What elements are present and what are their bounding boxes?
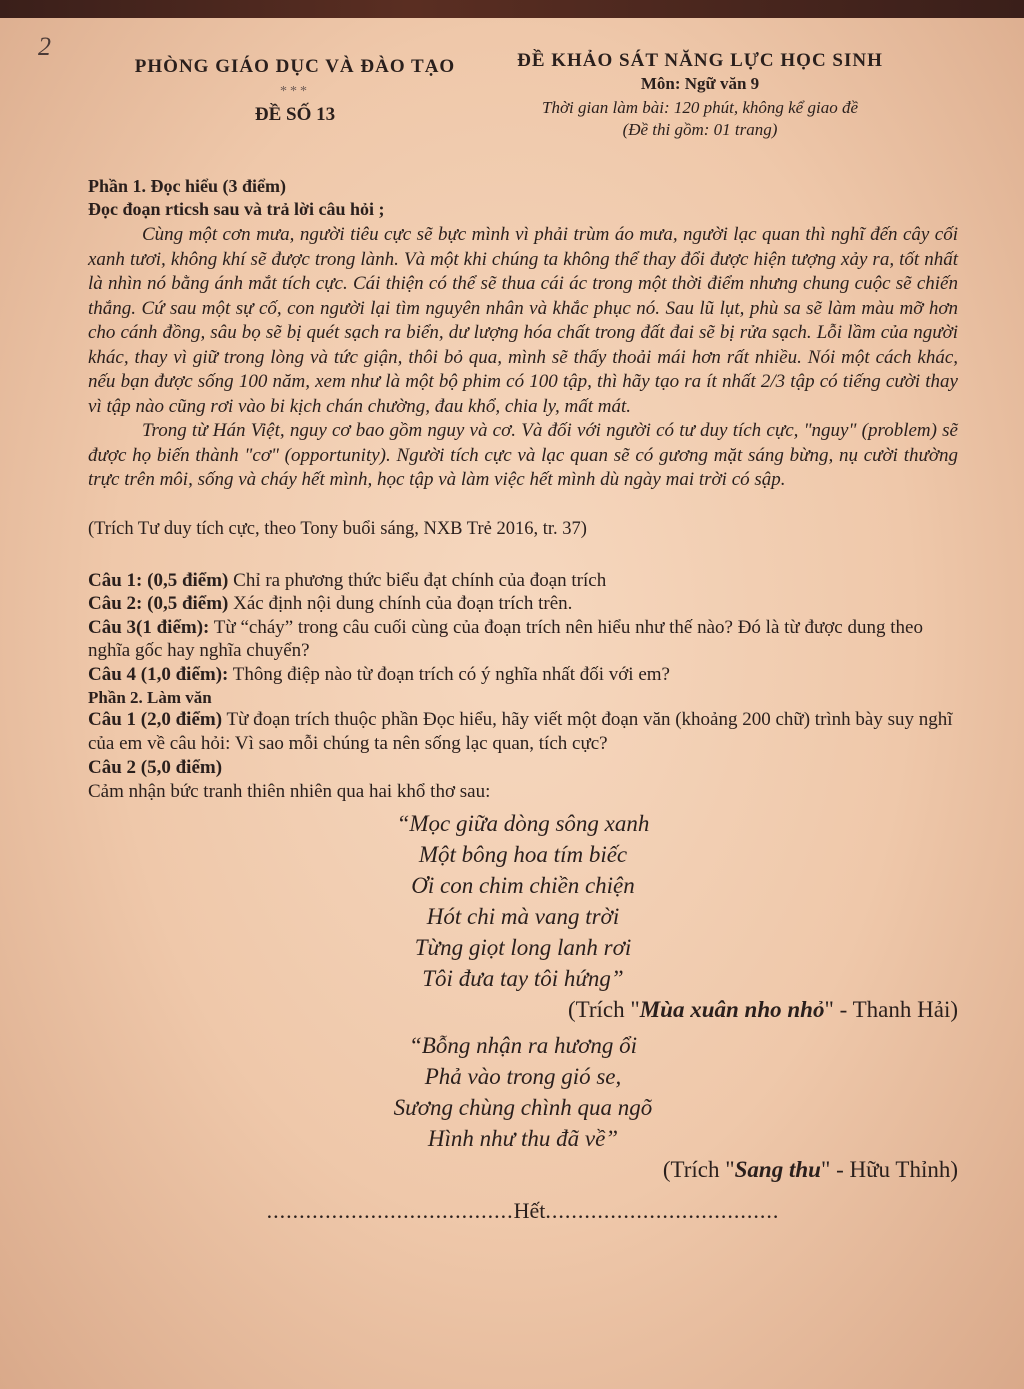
poem-line: Phả vào trong gió se,	[424, 1064, 622, 1089]
question-text: Xác định nội dung chính của đoạn trích trên.	[228, 593, 573, 614]
question-item	[88, 592, 958, 616]
photo-top-edge	[0, 0, 1024, 18]
poem-line: Một bông hoa tím biếc	[418, 842, 628, 867]
part1-title: Phần 1. Đọc hiểu (3 điểm)	[88, 176, 286, 196]
question-item	[88, 616, 958, 663]
passage-paragraph: Trong từ Hán Việt, nguy cơ bao gồm nguy và cơ. Và đối với người có tư duy tích cực, "nguy" (problem) sẽ được họ biến thành "cơ" (opportunity). Người tích cực và lạc quan sẽ có gương mặt sáng bừng, nụ cười thường trực trên môi, sống và cháy hết mình, học tập và làm việc hết mình dù ngày mai trời có sập.	[88, 420, 958, 490]
poem-line: Hót chi mà vang trời	[426, 904, 620, 929]
question-label: Câu 3(1 điểm):	[88, 616, 210, 638]
reading-passage	[88, 223, 958, 493]
poem-line: Sương chùng chình qua ngõ	[393, 1095, 653, 1120]
attr-prefix: (Trích "	[662, 1157, 735, 1182]
poem-line: Từng giọt long lanh rơi	[414, 935, 632, 960]
poem-line: Ơi con chim chiền chiện	[411, 873, 635, 898]
poem-line: Hình như thu đã về”	[427, 1126, 619, 1151]
poem-line: “Mọc giữa dòng sông xanh	[396, 811, 650, 836]
end-marker	[88, 1198, 958, 1224]
exam-subject: Môn: Ngữ văn 9	[640, 74, 760, 93]
question-label: Câu 2: (0,5 điểm)	[88, 593, 229, 614]
poem-2-attribution	[88, 1154, 958, 1186]
passage-paragraph: Cùng một cơn mưa, người tiêu cực sẽ bực mình vì phải trùm áo mưa, người lạc quan thì nghĩ đến cây cối xanh tươi, không khí sẽ được trong lành. Và một khi chúng ta không thể thay đổi được hiện tượng xảy ra, tốt nhất là nhìn nó bằng ánh mắt tích cực. Cái thiện có thể sẽ thua cái ác trong một thời điểm nhưng chung cuộc sẽ chiến thắng. Cứ sau một sự cố, con người lại tìm nguyên nhân và khắc phục nó. Sau lũ lụt, phù sa sẽ làm màu mỡ hơn cho cánh đồng, sâu bọ sẽ bị quét sạch ra biển, dư lượng hóa chất trong đất đai sẽ bị rửa sạch. Lỗi lầm của người khác, thay vì giữ trong lòng và tức giận, thôi bỏ qua, mình sẽ thấy thoải mái hơn rất nhiều. Nói một cách khác, nếu bạn được sống 100 năm, xem như là một bộ phim có 100 tập, thì hãy tạo ra ít nhất 2/3 tập có tiếng cười thay vì tập nào cũng rơi vào bi kịch chán chường, đau khổ, chia ly, mất mát.	[88, 224, 958, 417]
header-right	[490, 50, 910, 140]
poem-title: Mùa xuân nho nhỏ	[639, 997, 825, 1022]
question-label: Câu 1 (2,0 điểm)	[88, 709, 223, 730]
poem-line: Tôi đưa tay tôi hứng”	[422, 966, 624, 991]
attr-suffix: " - Hữu Thỉnh)	[820, 1157, 958, 1182]
poem-1	[88, 808, 958, 994]
poem-1-attribution	[88, 994, 958, 1026]
question-item	[88, 663, 958, 687]
question-label: Câu 1: (0,5 điểm)	[88, 569, 229, 591]
dots-right: ....................................	[545, 1198, 780, 1223]
header-left	[110, 56, 480, 126]
question-item	[88, 569, 958, 593]
question-text: Từ đoạn trích thuộc phần Đọc hiểu, hãy viết một đoạn văn (khoảng 200 chữ) trình bày suy nghĩ của em về câu hỏi: Vì sao mỗi chúng ta nên sống lạc quan, tích cực?	[88, 709, 953, 754]
question-text: Thông điệp nào từ đoạn trích có ý nghĩa nhất đối với em?	[228, 663, 670, 685]
exam-number: ĐỀ SỐ 13	[254, 104, 336, 125]
essay-question-2-label	[88, 756, 958, 780]
exam-pages: (Đề thi gồm: 01 trang)	[622, 120, 778, 139]
attr-prefix: (Trích "	[567, 997, 640, 1022]
exam-time: Thời gian làm bài: 120 phút, không kể giao đề	[542, 98, 858, 117]
essay-question-2-text: Cảm nhận bức tranh thiên nhiên qua hai khổ thơ sau:	[88, 781, 491, 802]
question-label: Câu 2 (5,0 điểm)	[88, 757, 223, 778]
part1-instruction: Đọc đoạn rticsh sau và trả lời câu hỏi ;	[88, 199, 385, 219]
poem-title: Sang thu	[734, 1157, 821, 1182]
poem-2	[88, 1030, 958, 1154]
question-list	[88, 569, 958, 687]
handwritten-mark: 2	[38, 32, 51, 61]
exam-header	[0, 50, 1024, 160]
question-text: Chỉ ra phương thức biểu đạt chính của đoạn trích	[228, 569, 607, 591]
exam-title: ĐỀ KHẢO SÁT NĂNG LỰC HỌC SINH	[517, 50, 883, 71]
question-text: Từ “cháy” trong câu cuối cùng của đoạn trích nên hiểu như thế nào? Đó là từ được dung theo nghĩa gốc hay nghĩa chuyển?	[88, 616, 923, 661]
passage-source: (Trích Tư duy tích cực, theo Tony buổi sáng, NXB Trẻ 2016, tr. 37)	[88, 518, 587, 539]
end-text: Hết	[513, 1198, 546, 1223]
dots-left: ......................................	[266, 1198, 514, 1223]
question-label: Câu 4 (1,0 điểm):	[88, 663, 229, 685]
department-name: PHÒNG GIÁO DỤC VÀ ĐÀO TẠO	[134, 56, 456, 77]
essay-question-1	[88, 708, 958, 756]
attr-suffix: " - Thanh Hải)	[824, 997, 958, 1022]
exam-body	[88, 175, 958, 1224]
header-stars: ***	[280, 84, 310, 99]
poem-line: “Bỗng nhận ra hương ổi	[408, 1033, 637, 1058]
part2-title: Phần 2. Làm văn	[88, 688, 212, 707]
